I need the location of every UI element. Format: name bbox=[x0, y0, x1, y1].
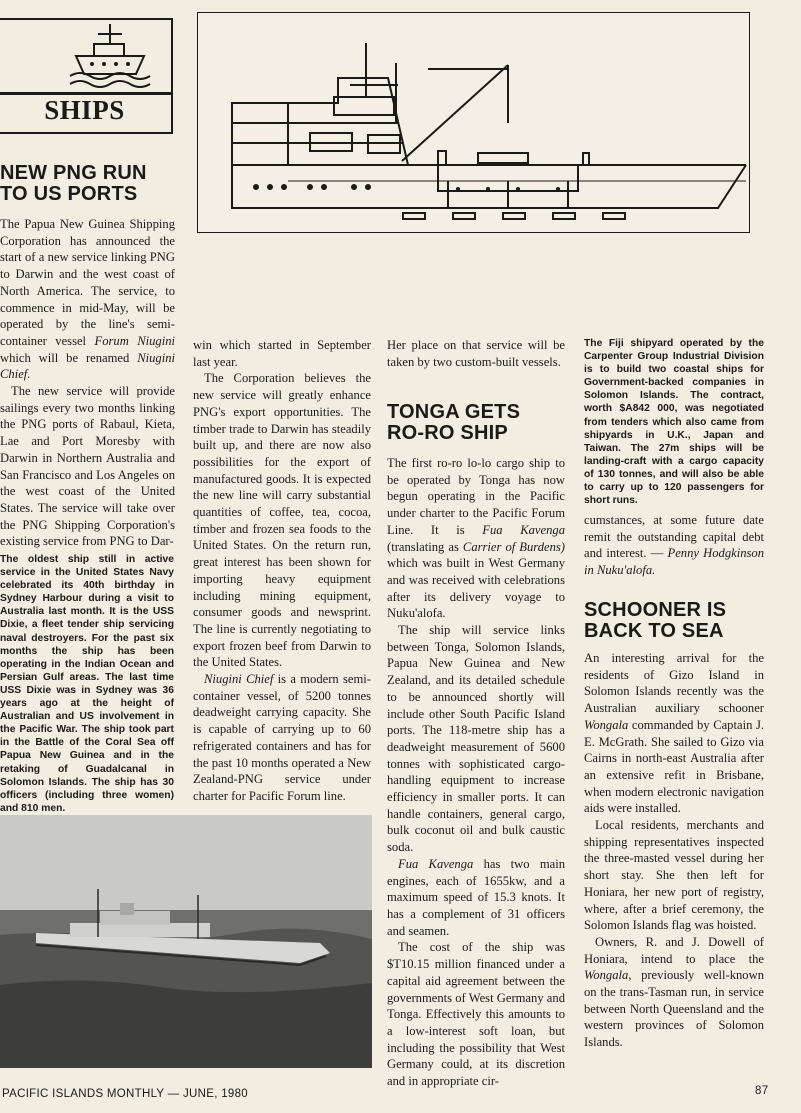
png-article-col1 bbox=[0, 216, 175, 550]
paragraph: The cost of the ship was $T10.15 million financed under a capital aid agreement between the governments of West Germany and Tonga. Effectively this amounts to a low-interest soft loan, but including the possibility that West Germany could, at its discretion and in appropriate cir- bbox=[387, 940, 565, 1089]
paragraph: The first ro-ro lo-lo cargo ship to be operated by Tonga has now begun operating in the Pacific under charter to the Pacific Forum Line. It is Fua Kavenga (translating as Carrier of Burdens) which was built in West Germany and was received with celebrations after its delivery voyage to Nuku'alofa. bbox=[387, 456, 566, 621]
section-title: SHIPS bbox=[44, 95, 125, 125]
paragraph: The Papua New Guinea Shipping Corporation has announced the start of a new service linking PNG to Darwin and the west coast of North America. The service, to commence in mid-May, will be operated by the line's semi-container vessel Forum Niugini which will be renamed Niugini Chief. bbox=[0, 217, 175, 382]
section-label-box bbox=[0, 18, 173, 134]
paragraph: Local residents, merchants and shipping representatives inspected the three-masted vessel during her short stay. She then left for Honiara, her new port of registry, where, after a brief ceremony, the Solomon Islands flag was hoisted. bbox=[584, 818, 764, 933]
publication-footer: PACIFIC ISLANDS MONTHLY — JUNE, 1980 bbox=[2, 1088, 248, 1100]
ship-deck-plan-illustration bbox=[197, 12, 750, 233]
headline-line-2: BACK TO SEA bbox=[584, 620, 724, 642]
fiji-shipyard-brief: The Fiji shipyard operated by the Carpenter Group Industrial Division is to build two coastal ships for Government-backed companies in Solomon Islands. The contract, worth $A842 000, was negotiated from tenders which also came from shipyards in U.K., Japan and Taiwan. The 27m ships will be landing-craft with a cargo capacity of 130 tonnes, and will also be able to carry up to 120 passengers for short runs. bbox=[584, 338, 764, 507]
png-article-col3 bbox=[387, 337, 565, 370]
ship-icon bbox=[68, 22, 152, 90]
headline-line-1: SCHOONER IS bbox=[584, 599, 727, 621]
byline: Penny Hodgkinson in Nuku'alofa. bbox=[584, 546, 764, 578]
headline-line-1: NEW PNG RUN bbox=[0, 162, 147, 184]
tonga-article-continued bbox=[584, 512, 764, 579]
paragraph: The Corporation believes the new service will greatly enhance PNG's export opportunities. The timber trade to Darwin has steadily built up, and there are now also possibilities for the export of manufactured goods. It is expected the new line will carry substantial quantities of coffee, tea, cocoa, timber and frozen sea foods to the United States. On the return run, great interest has been shown for importing heavy equipment including mining equipment, consumer goods and newsprint. The line is currently negotiating to export frozen beef from Darwin to the United States. bbox=[193, 371, 371, 670]
paragraph: The ship will service links between Tonga, Solomon Islands, Papua New Guinea and New Zealand, and its detailed schedule to be announced shortly will include other South Pacific Island ports. The 118-metre ship has a deadweight measurement of 5600 tonnes with sophisticated cargo-handling equipment to increase efficiency in smaller ports. It can handle containers, general cargo, bulk coconut oil and bulk caustic soda. bbox=[387, 623, 565, 855]
uss-dixie-photo bbox=[0, 815, 372, 1068]
paragraph: An interesting arrival for the residents of Gizo Island in Solomon Islands recently was the Australian auxiliary schooner Wongala commanded by Captain J. E. McGrath. She sailed to Gizo via Cairns in north-east Australia after an extensive refit in Brisbane, when modern electronic navigation aids were installed. bbox=[584, 651, 764, 816]
uss-dixie-brief: The oldest ship still in active service in the United States Navy celebrated its 40th birthday in Sydney Harbour during a visit to Australia last month. It is the USS Dixie, a fleet tender ship servicing naval destroyers. For the past six months the ship has been operating in the Indian Ocean and Persian Gulf areas. The last time USS Dixie was in Sydney was 36 years ago at the height of Australian and US involvement in the Pacific War. The ship took part in the Battle of the Coral Sea off Papua New Guinea and in the retaking of Guadalcanal in Solomon Islands. The ship has 30 officers (including three women) and 810 men. bbox=[0, 554, 174, 814]
paragraph: win which started in September last year. bbox=[193, 338, 371, 369]
headline-line-2: TO US PORTS bbox=[0, 183, 138, 205]
ship-photo-image bbox=[0, 815, 372, 1068]
png-article-headline bbox=[0, 163, 178, 205]
headline-line-1: TONGA GETS bbox=[387, 401, 521, 423]
tonga-article-body bbox=[387, 455, 565, 1090]
paragraph: Fua Kavenga has two main engines, each of 1655kw, and a maximum speed of 15.3 knots. It has a complement of 31 officers and seamen. bbox=[387, 856, 565, 938]
paragraph: The new service will provide sailings every two months linking the PNG ports of Rabaul, Kieta, Lae and Port Moresby with Darwin in Northern Australia and San Francisco and Los Angeles on the west coast of the United States. The service will take over the PNG Shipping Corporation's existing service from PNG to Dar- bbox=[0, 384, 175, 549]
paragraph: Niugini Chief is a modern semi-container vessel, of 5200 tonnes deadweight carrying capacity. She is capable of carrying up to 60 refrigerated containers and has for the past 10 months operated a New Zealand-PNG service under charter for Pacific Forum line. bbox=[193, 672, 371, 803]
headline-line-2: RO-RO SHIP bbox=[387, 422, 508, 444]
schooner-article-headline bbox=[584, 600, 769, 642]
paragraph: Her place on that service will be taken by two custom-built vessels. bbox=[387, 338, 565, 369]
paragraph: Owners, R. and J. Dowell of Honiara, intend to place the Wongala, previously well-known on the trans-Tasman run, in service between North Queensland and the western provinces of Solomon Islands. bbox=[584, 934, 764, 1050]
png-article-col2 bbox=[193, 337, 371, 805]
tonga-article-headline bbox=[387, 402, 567, 444]
page-number: 87 bbox=[755, 1085, 769, 1097]
paragraph: cumstances, at some future date remit the outstanding capital debt and interest. — Penny Hodgkinson in Nuku'alofa. bbox=[584, 513, 764, 578]
ship-drawing bbox=[198, 13, 748, 231]
schooner-article-body bbox=[584, 650, 764, 1051]
